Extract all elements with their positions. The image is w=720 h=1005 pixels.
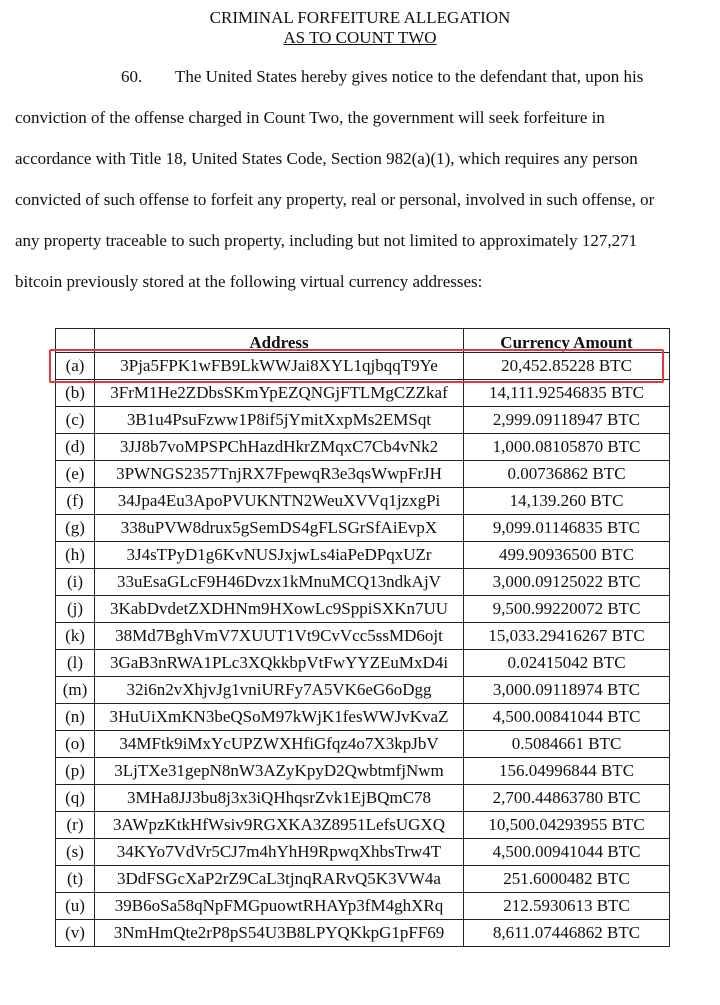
row-address: 3HuUiXmKN3beQSoM97kWjK1fesWWJvKvaZ <box>95 704 464 731</box>
row-address: 3NmHmQte2rP8pS54U3B8LPYQKkpG1pFF69 <box>95 920 464 947</box>
row-amount: 20,452.85228 BTC <box>464 353 670 380</box>
row-label: (a) <box>56 353 95 380</box>
header-address: Address <box>95 329 464 353</box>
row-label: (g) <box>56 515 95 542</box>
header-currency-amount: Currency Amount <box>464 329 670 353</box>
row-address: 34MFtk9iMxYcUPZWXHfiGfqz4o7X3kpJbV <box>95 731 464 758</box>
row-amount: 10,500.04293955 BTC <box>464 812 670 839</box>
header-label-cell <box>56 329 95 353</box>
row-address: 3J4sTPyD1g6KvNUSJxjwLs4iaPeDPqxUZr <box>95 542 464 569</box>
table-row <box>56 785 670 812</box>
row-amount: 8,611.07446862 BTC <box>464 920 670 947</box>
row-label: (o) <box>56 731 95 758</box>
paragraph-line: any property traceable to such property, including but not limited to approximately 127,271 <box>15 231 638 250</box>
paragraph-line: conviction of the offense charged in Count Two, the government will seek forfeiture in <box>15 108 605 127</box>
table-row <box>56 623 670 650</box>
table-row <box>56 542 670 569</box>
row-amount: 0.00736862 BTC <box>464 461 670 488</box>
row-address: 32i6n2vXhjvJg1vniURFy7A5VK6eG6oDgg <box>95 677 464 704</box>
address-table <box>55 328 670 947</box>
row-label: (c) <box>56 407 95 434</box>
paragraph-number: 60. <box>121 67 143 86</box>
row-address: 3DdFSGcXaP2rZ9CaL3tjnqRARvQ5K3VW4a <box>95 866 464 893</box>
row-address: 3FrM1He2ZDbsSKmYpEZQNGjFTLMgCZZkaf <box>95 380 464 407</box>
row-label: (s) <box>56 839 95 866</box>
section-title: CRIMINAL FORFEITURE ALLEGATION <box>209 8 511 27</box>
row-amount: 0.5084661 BTC <box>464 731 670 758</box>
row-label: (j) <box>56 596 95 623</box>
table-row <box>56 758 670 785</box>
row-amount: 4,500.00841044 BTC <box>464 704 670 731</box>
table-row <box>56 461 670 488</box>
row-amount: 156.04996844 BTC <box>464 758 670 785</box>
row-amount: 2,999.09118947 BTC <box>464 407 670 434</box>
row-amount: 14,139.260 BTC <box>464 488 670 515</box>
row-label: (l) <box>56 650 95 677</box>
row-address: 3MHa8JJ3bu8j3x3iQHhqsrZvk1EjBQmC78 <box>95 785 464 812</box>
table-row <box>56 893 670 920</box>
row-label: (e) <box>56 461 95 488</box>
table-row <box>56 866 670 893</box>
table-row <box>56 731 670 758</box>
table-row <box>56 839 670 866</box>
row-amount: 251.6000482 BTC <box>464 866 670 893</box>
row-address: 39B6oSa58qNpFMGpuowtRHAYp3fM4ghXRq <box>95 893 464 920</box>
paragraph-line: bitcoin previously stored at the following virtual currency addresses: <box>15 272 483 291</box>
row-address: 33uEsaGLcF9H46Dvzx1kMnuMCQ13ndkAjV <box>95 569 464 596</box>
row-amount: 0.02415042 BTC <box>464 650 670 677</box>
paragraph-line: accordance with Title 18, United States Code, Section 982(a)(1), which requires any person <box>15 149 638 168</box>
row-address: 3Pja5FPK1wFB9LkWWJai8XYL1qjbqqT9Ye <box>95 353 464 380</box>
row-address: 3LjTXe31gepN8nW3AZyKpyD2QwbtmfjNwm <box>95 758 464 785</box>
row-address: 338uPVW8drux5gSemDS4gFLSGrSfAiEvpX <box>95 515 464 542</box>
row-amount: 3,000.09118974 BTC <box>464 677 670 704</box>
table-row <box>56 920 670 947</box>
table-row <box>56 380 670 407</box>
row-amount: 212.5930613 BTC <box>464 893 670 920</box>
row-label: (n) <box>56 704 95 731</box>
paragraph-line: convicted of such offense to forfeit any property, real or personal, involved in such offense, or <box>15 190 655 209</box>
row-amount: 14,111.92546835 BTC <box>464 380 670 407</box>
row-amount: 9,099.01146835 BTC <box>464 515 670 542</box>
row-label: (u) <box>56 893 95 920</box>
row-address: 34Jpa4Eu3ApoPVUKNTN2WeuXVVq1jzxgPi <box>95 488 464 515</box>
row-label: (i) <box>56 569 95 596</box>
table-body <box>56 353 670 947</box>
row-amount: 1,000.08105870 BTC <box>464 434 670 461</box>
row-label: (t) <box>56 866 95 893</box>
row-label: (k) <box>56 623 95 650</box>
row-address: 38Md7BghVmV7XUUT1Vt9CvVcc5ssMD6ojt <box>95 623 464 650</box>
row-amount: 4,500.00941044 BTC <box>464 839 670 866</box>
row-label: (d) <box>56 434 95 461</box>
table-row <box>56 596 670 623</box>
table-header-row <box>56 329 670 353</box>
row-address: 3AWpzKtkHfWsiv9RGXKA3Z8951LefsUGXQ <box>95 812 464 839</box>
row-address: 3B1u4PsuFzww1P8if5jYmitXxpMs2EMSqt <box>95 407 464 434</box>
row-label: (m) <box>56 677 95 704</box>
table-row <box>56 488 670 515</box>
row-label: (h) <box>56 542 95 569</box>
row-amount: 3,000.09125022 BTC <box>464 569 670 596</box>
row-label: (v) <box>56 920 95 947</box>
table-row <box>56 569 670 596</box>
table-row <box>56 515 670 542</box>
row-amount: 2,700.44863780 BTC <box>464 785 670 812</box>
paragraph-line: The United States hereby gives notice to the defendant that, upon his <box>175 67 644 86</box>
row-address: 3PWNGS2357TnjRX7FpewqR3e3qsWwpFrJH <box>95 461 464 488</box>
table-row <box>56 677 670 704</box>
row-label: (r) <box>56 812 95 839</box>
row-address: 3KabDvdetZXDHNm9HXowLc9SppiSXKn7UU <box>95 596 464 623</box>
table-row <box>56 704 670 731</box>
section-subtitle: AS TO COUNT TWO <box>283 28 437 47</box>
row-amount: 15,033.29416267 BTC <box>464 623 670 650</box>
row-address: 3GaB3nRWA1PLc3XQkkbpVtFwYYZEuMxD4i <box>95 650 464 677</box>
row-label: (f) <box>56 488 95 515</box>
row-label: (q) <box>56 785 95 812</box>
row-label: (p) <box>56 758 95 785</box>
table-row <box>56 650 670 677</box>
row-address: 3JJ8b7voMPSPChHazdHkrZMqxC7Cb4vNk2 <box>95 434 464 461</box>
row-amount: 499.90936500 BTC <box>464 542 670 569</box>
table-row <box>56 353 670 380</box>
table-row <box>56 407 670 434</box>
table-row <box>56 812 670 839</box>
row-label: (b) <box>56 380 95 407</box>
table-row <box>56 434 670 461</box>
row-amount: 9,500.99220072 BTC <box>464 596 670 623</box>
row-address: 34KYo7VdVr5CJ7m4hYhH9RpwqXhbsTrw4T <box>95 839 464 866</box>
